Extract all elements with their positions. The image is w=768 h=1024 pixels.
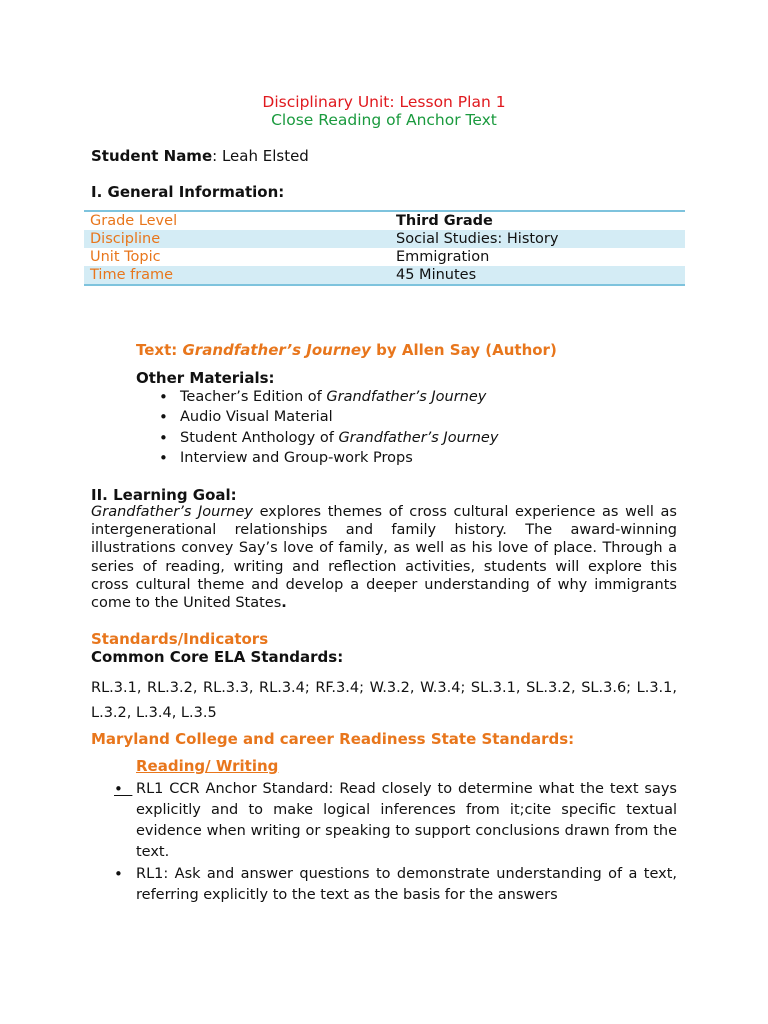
table-row [84,248,685,266]
common-core-list: RL.3.1, RL.3.2, RL.3.3, RL.3.4; RF.3.4; W.3.2, W.3.4; SL.3.1, SL.3.2, SL.3.6; L.3.1, L.3.2, L.3.4, L.3.5 [91,680,677,721]
list-item [180,387,498,407]
text-prefix: Text: [136,341,183,359]
standards-heading: Standards/Indicators [91,630,269,648]
maryland-standards-heading: Maryland College and career Readiness State Standards: [91,730,575,748]
goal-book-title: Grandfather’s Journey [91,504,253,520]
text-book-title: Grandfather’s Journey [182,341,371,359]
student-name-line [91,147,309,165]
document-subtitle: Close Reading of Anchor Text [271,111,497,129]
material-italic: Grandfather’s Journey [326,389,487,405]
table-value: 45 Minutes [396,267,477,283]
student-name-value: : Leah Elsted [212,147,309,165]
document-title: Disciplinary Unit: Lesson Plan 1 [262,93,506,111]
bullet-icon: • [114,865,123,883]
goal-end: . [281,595,287,612]
material-italic: Grandfather’s Journey [338,429,499,446]
table-key: Grade Level [90,213,178,229]
student-name-label: Student Name [91,147,213,165]
text-title-line [136,341,557,359]
table-key: Time frame [90,267,174,283]
material-text: Student Anthology of [180,429,339,446]
table-key: Unit Topic [90,249,161,265]
goal-body: explores themes of cross cultural experience as well as intergenerational relationships and family history. The award-winning illustrations convey Say’s love of family, as well as his love of place. Through a series of reading, writing and reflection activities, students will explore this cross cultural theme and develop a deeper understanding of why immigrants come to the United States [91,504,677,612]
list-item [180,448,498,468]
table-row [84,266,685,284]
learning-goal-heading: II. Learning Goal: [91,486,237,504]
table-value: Emmigration [396,249,490,265]
reading-writing-heading: Reading/ Writing [136,757,279,775]
text-author: by Allen Say (Author) [370,341,557,359]
general-info-table [84,210,685,286]
list-item [180,428,498,448]
table-row [84,230,685,248]
table-value: Social Studies: History [396,231,559,247]
table-value: Third Grade [396,213,493,229]
common-core-heading: Common Core ELA Standards: [91,648,344,666]
material-text: Interview and Group-work Props [180,449,413,466]
other-materials-heading: Other Materials: [136,369,275,387]
material-text: Audio Visual Material [180,409,333,426]
learning-goal-paragraph [91,503,677,612]
materials-list [180,387,498,468]
general-info-heading: I. General Information: [91,183,285,201]
standard-item: RL1 CCR Anchor Standard: Read closely to determine what the text says explicitly and to make logical inferences from it;cite specific textual evidence when writing or speaking to support conclusions drawn from the text. [136,781,677,860]
bullet-icon: • [114,780,133,798]
list-item [180,407,498,427]
table-row [84,212,685,230]
material-text: Teacher’s Edition of [180,389,327,405]
table-key: Discipline [90,231,161,247]
standard-item: RL1: Ask and answer questions to demonstrate understanding of a text, referring explicitly to the text as the basis for the answers [136,866,677,903]
